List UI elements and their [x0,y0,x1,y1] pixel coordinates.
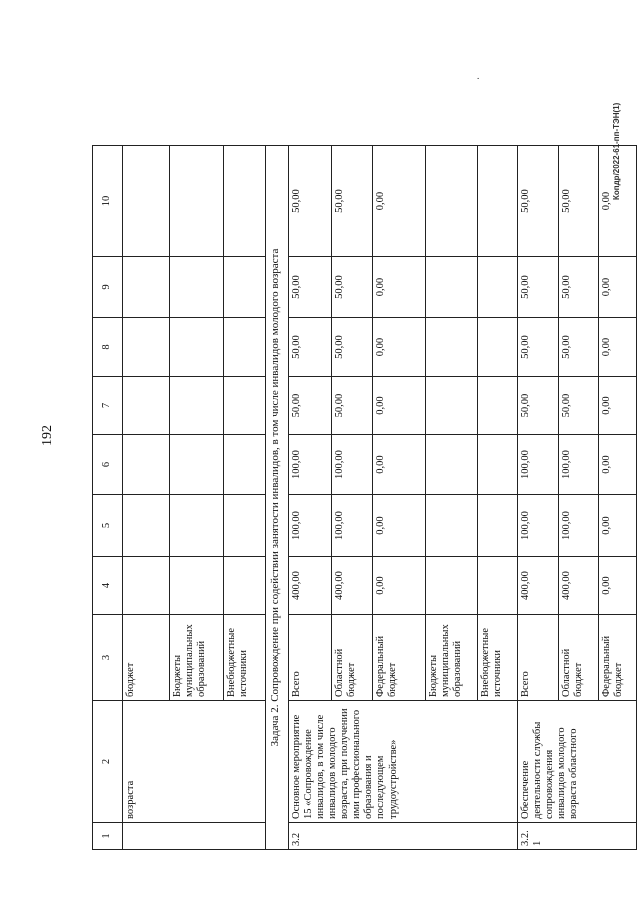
amount-cell: 50,00 [559,257,599,318]
amount-cell [170,495,224,557]
funding-source: Областной бюджет [332,615,373,701]
amount-cell: 0,00 [373,257,426,318]
amount-cell [170,257,224,318]
item-name: возраста [123,701,266,823]
amount-cell: 0,00 [373,557,426,615]
amount-cell: 50,00 [559,318,599,377]
column-number: 2 [93,701,123,823]
amount-cell: 0,00 [599,557,637,615]
column-number: 9 [93,257,123,318]
table-row [289,146,332,850]
amount-cell [170,318,224,377]
amount-cell: 0,00 [373,495,426,557]
amount-cell [426,146,478,257]
column-number: 8 [93,318,123,377]
amount-cell: 50,00 [332,377,373,435]
amount-cell: 100,00 [559,435,599,495]
table-row [518,146,559,850]
item-name: Обеспечение деятельности службы сопровождения инвалидов молодого возраста областного [518,701,637,823]
funding-source: Бюджеты муниципальных образований [170,615,224,701]
amount-cell: 50,00 [518,377,559,435]
amount-cell: 100,00 [559,495,599,557]
amount-cell [478,257,518,318]
amount-cell: 0,00 [599,257,637,318]
amount-cell: 400,00 [289,557,332,615]
amount-cell: 0,00 [373,377,426,435]
amount-cell: 0,00 [599,435,637,495]
amount-cell [123,495,170,557]
page-number: 192 [40,425,55,446]
funding-source: Внебюджетные источники [478,615,518,701]
funding-source: бюджет [123,615,170,701]
amount-cell [123,557,170,615]
task-title: Задача 2. Сопровождение при содействии занятости инвалидов, в том числе инвалидов молодого возраста [266,146,289,850]
amount-cell [123,146,170,257]
amount-cell [123,435,170,495]
column-number: 5 [93,495,123,557]
amount-cell: 100,00 [518,495,559,557]
amount-cell [123,257,170,318]
amount-cell [426,557,478,615]
amount-cell: 50,00 [518,318,559,377]
amount-cell [224,435,266,495]
item-name: Основное мероприятие 15 «Сопровождение инвалидов, в том числе инвалидов молодого возраста, при получении ими профессионального образования и последующем трудоустройстве» [289,701,518,823]
amount-cell: 50,00 [289,146,332,257]
item-number: 3.2.1 [518,823,637,850]
amount-cell [224,495,266,557]
amount-cell: 50,00 [518,146,559,257]
amount-cell: 100,00 [332,495,373,557]
stray-mark: . [477,71,480,81]
amount-cell [224,318,266,377]
amount-cell [478,377,518,435]
column-number: 10 [93,146,123,257]
amount-cell: 0,00 [373,435,426,495]
amount-cell [224,146,266,257]
funding-source: Бюджеты муниципальных образований [426,615,478,701]
amount-cell [123,318,170,377]
amount-cell: 0,00 [599,377,637,435]
table-row [123,146,170,850]
funding-source: Всего [518,615,559,701]
amount-cell [426,435,478,495]
amount-cell: 50,00 [332,257,373,318]
funding-source: Федеральный бюджет [373,615,426,701]
amount-cell [426,495,478,557]
column-number: 6 [93,435,123,495]
amount-cell: 50,00 [332,318,373,377]
amount-cell: 50,00 [332,146,373,257]
amount-cell [224,257,266,318]
amount-cell [426,257,478,318]
amount-cell [170,377,224,435]
amount-cell [478,495,518,557]
amount-cell [426,377,478,435]
amount-cell: 50,00 [559,377,599,435]
amount-cell: 0,00 [599,495,637,557]
column-number: 7 [93,377,123,435]
amount-cell: 0,00 [599,318,637,377]
amount-cell: 50,00 [518,257,559,318]
budget-table-rotated [92,146,637,850]
document-code: Копдр/2022-61-пп-ТЭН(1) [612,102,621,200]
amount-cell: 50,00 [289,318,332,377]
amount-cell: 50,00 [289,257,332,318]
amount-cell [478,318,518,377]
amount-cell: 0,00 [373,318,426,377]
amount-cell [224,557,266,615]
amount-cell [478,146,518,257]
amount-cell [170,146,224,257]
column-number: 4 [93,557,123,615]
column-number-row [93,146,123,850]
amount-cell: 0,00 [373,146,426,257]
column-number: 3 [93,615,123,701]
amount-cell: 400,00 [332,557,373,615]
amount-cell: 100,00 [289,495,332,557]
column-number: 1 [93,823,123,850]
amount-cell [170,435,224,495]
funding-source: Федеральный бюджет [599,615,637,701]
funding-source: Всего [289,615,332,701]
amount-cell [123,377,170,435]
amount-cell: 400,00 [518,557,559,615]
amount-cell [170,557,224,615]
budget-table [92,145,637,850]
amount-cell: 50,00 [289,377,332,435]
item-number: 3.2 [289,823,518,850]
amount-cell: 400,00 [559,557,599,615]
amount-cell [224,377,266,435]
amount-cell [478,435,518,495]
amount-cell: 100,00 [332,435,373,495]
amount-cell: 50,00 [559,146,599,257]
amount-cell: 0,00 [599,146,637,257]
funding-source: Областной бюджет [559,615,599,701]
amount-cell [426,318,478,377]
table-body [93,146,637,850]
task-row [266,146,289,850]
amount-cell [478,557,518,615]
item-number [123,823,266,850]
amount-cell: 100,00 [289,435,332,495]
funding-source: Внебюджетные источники [224,615,266,701]
amount-cell: 100,00 [518,435,559,495]
